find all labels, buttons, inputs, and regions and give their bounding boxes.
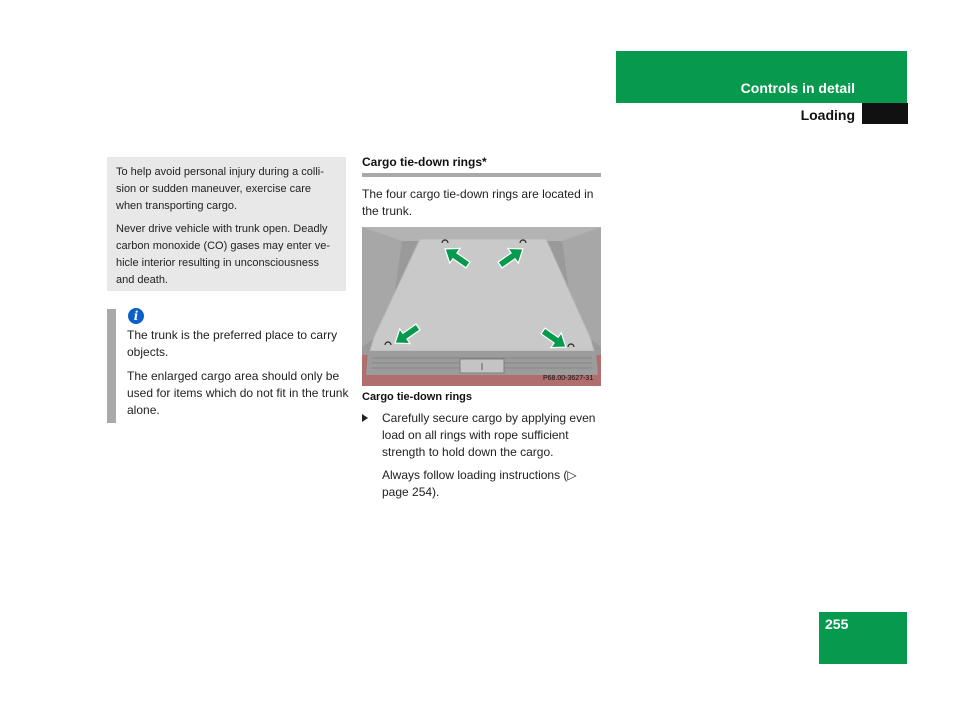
info-icon: i (128, 308, 144, 324)
info-sidebar (107, 309, 116, 423)
warning-box (107, 157, 346, 291)
bullet-arrow-icon (362, 414, 368, 422)
figure-caption: Cargo tie-down rings (362, 391, 472, 403)
page-reference-link[interactable]: Always follow loading instructions (▷ page 254). (382, 468, 577, 499)
figure-code: P68.00-3627-31 (543, 375, 594, 382)
info-paragraph-2: The enlarged cargo area should only be used for items which do not fit in the trunk alone. (127, 369, 349, 417)
section-heading: Cargo tie-down rings* (362, 155, 487, 169)
instruction-step (382, 410, 602, 507)
warning-paragraph-1: To help avoid personal injury during a colli-sion or sudden maneuver, exercise care when transporting cargo. (116, 166, 324, 212)
trunk-illustration (362, 227, 601, 386)
heading-rule (362, 173, 601, 177)
warning-paragraph-2: Never drive vehicle with trunk open. Deadly carbon monoxide (CO) gases may enter ve-hicle interior resulting in unconsciousness and death. (116, 223, 330, 286)
info-note (127, 327, 349, 426)
intro-text: The four cargo tie-down rings are located in the trunk. (362, 187, 594, 218)
step-paragraph: Carefully secure cargo by applying even load on all rings with rope sufficient strength to hold down the cargo. (382, 411, 596, 459)
section-title: Controls in detail (740, 80, 855, 96)
header-marker (862, 103, 908, 124)
page-subtitle: Loading (800, 107, 855, 123)
info-paragraph-1: The trunk is the preferred place to carry objects. (127, 328, 338, 359)
page-number: 255 (825, 616, 849, 632)
